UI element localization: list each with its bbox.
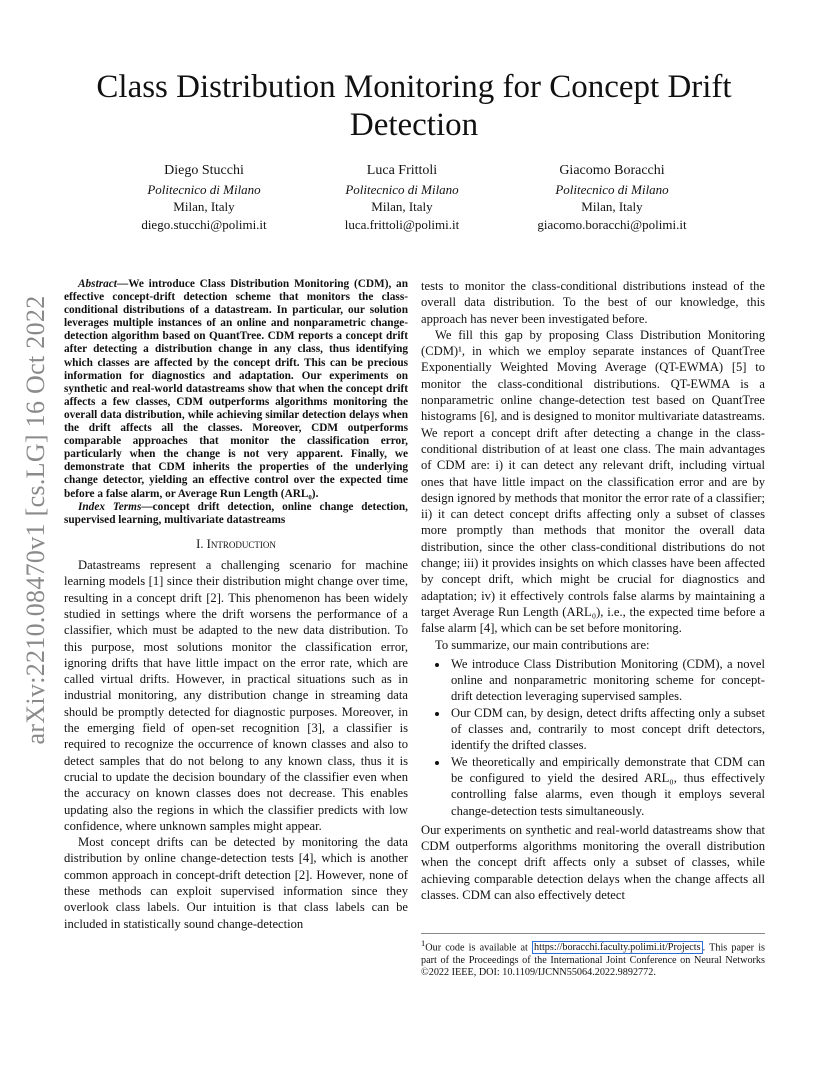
arxiv-stamp-text: arXiv:2210.08470v1 [cs.LG] 16 Oct 2022 <box>21 295 50 745</box>
paragraph: To summarize, our main contributions are: <box>435 637 650 652</box>
footnote-mark: 1 <box>421 938 426 948</box>
paragraph: Our experiments on synthetic and real-world datastreams show that CDM outperforms algorithms monitoring the overall distribution when the concept drift affects only a subset of classes, while achieving comparable detection delays when the change affects all classes. CDM can also effectively detect <box>421 822 765 902</box>
section-heading: I. Introduction <box>196 536 276 551</box>
author-email: diego.stucchi@polimi.it <box>141 216 267 232</box>
author-affiliation: Politecnico di Milano <box>555 181 669 197</box>
index-terms-text: —concept drift detection, online change detection, supervised learning, multivariate datastreams <box>64 500 409 526</box>
abstract-text: —We introduce Class Distribution Monitoring (CDM), an effective concept-drift detection scheme that monitors the class-conditional distributions of a datastream. In particular, our solution leverages multiple instances of an online and nonparametric change-detection algorithm based on QuantTree. CDM reports a concept drift after detecting a distribution change in any class, thus identifying which classes are affected by the concept drift. This can be precious information for diagnostics and adaptation. Our experiments on synthetic and real-world datastreams show that when the concept drift affects a few classes, CDM outperforms algorithms monitoring the overall data distribution, while achieving similar detection delays when the drift affects all the classes. Moreover, CDM outperforms comparable approaches that monitor the classification error, particularly when the change is not very apparent. Finally, we demonstrate that CDM inherits the properties of the underlying change detector, yielding an effective control over the expected time before a false alarm, or Average Run Length (ARL₀). <box>64 278 408 500</box>
author-3 <box>492 162 732 233</box>
author-name: Giacomo Boracchi <box>559 163 665 178</box>
author-email: giacomo.boracchi@polimi.it <box>537 216 687 232</box>
footnote-link[interactable]: https://boracchi.faculty.polimi.it/Projects <box>534 942 701 954</box>
author-location: Milan, Italy <box>173 199 235 214</box>
author-affiliation: Politecnico di Milano <box>345 181 459 197</box>
paragraph: We fill this gap by proposing Class Distribution Monitoring (CDM)¹, in which we employ separate instances of QuantTree Exponentially Weighted Moving Average (QT-EWMA) [5] to monitor the class-conditional distributions. QT-EWMA is a nonparametric online change-detection test based on QuantTree histograms [6], and is designed to monitor multivariate datastreams. We report a concept drift after detecting a change in the class-conditional distribution of at least one class. The main advantages of CDM are: i) it can detect any relevant drift, including virtual ones that have little impact on the classification error and are by design ignored by methods that monitor the error rate of a classifier; ii) it can detect concept drifts affecting only a subset of classes more promptly than methods that monitor the overall data distribution, since the other class-conditional distributions do not change; iii) it provides insights on which classes have been affected by concept drift, which might be crucial for diagnostics and adaptation; iv) it effectively controls false alarms by maintaining a target Average Run Length (ARL₀), i.e., the expected time before a false alarm [4], which can be set before monitoring. <box>421 327 765 636</box>
paragraph: Most concept drifts can be detected by monitoring the data distribution by online change-detection tests [4], which is another common approach in concept-drift detection [2]. However, none of these methods can exploit supervised information since they overlook class labels. Our intuition is that class labels can be included in statistically sound change-detection <box>64 835 408 931</box>
list-item: • We theoretically and empirically demonstrate that CDM can be configured to yield the desired ARL₀, thus effectively controlling false alarms, even though it employs several change-detection tests simultaneously. <box>449 754 765 819</box>
list-item: • We introduce Class Distribution Monitoring (CDM), a novel online and nonparametric monitoring scheme for concept-drift detection leveraging supervised samples. <box>449 656 765 705</box>
left-column <box>64 278 408 932</box>
footnote-suffix: . This paper is part of the Proceedings of the International Joint Conference on Neural Networks ©2022 IEEE, DOI: 10.1109/IJCNN55064.2022.9892772. <box>421 942 765 979</box>
index-terms-label: Index Terms <box>78 500 142 513</box>
paragraph: tests to monitor the class-conditional distributions instead of the overall data distribution. To the best of our knowledge, this approach has never been investigated before. <box>421 279 765 326</box>
paper-title: Class Distribution Monitoring for Concept Drift Detection <box>96 69 732 143</box>
list-item: • Our CDM can, by design, detect drifts affecting only a subset of classes and, contrarily to most concept drift detectors, identify the drifted classes. <box>449 705 765 754</box>
index-terms <box>64 501 408 527</box>
contribution-list <box>421 656 765 819</box>
right-column <box>421 278 765 903</box>
footnote-prefix: Our code is available at <box>425 942 533 954</box>
author-name: Luca Frittoli <box>366 163 438 178</box>
abstract <box>64 278 408 501</box>
paragraph: Datastreams represent a challenging scenario for machine learning models [1] since their distribution might change over time, resulting in a concept drift [2]. This phenomenon has been widely studied in settings where the drift worsens the performance of a classifier, which must be adapted to the new data distribution. To this purpose, most solutions monitor the classification error, ignoring drifts that have little impact on the error rate, which are called virtual drifts. However, in practical situations such as in industrial monitoring, any distribution change in streaming data should be promptly detected for diagnostic purposes. Moreover, in the emerging field of open-set recognition [3], a classifier is required to recognize the occurrence of known classes and also to detect samples that do not belong to any known class, thus it is crucial to update the decision boundary of the classifier even when the accuracy on known classes does not decrease. This enables updating also the regions in which the classifier predicts with low confidence, where unknown samples might appear. <box>64 558 408 833</box>
author-affiliation: Politecnico di Milano <box>147 181 261 197</box>
author-2 <box>282 162 522 233</box>
footnote <box>421 933 765 980</box>
author-name: Diego Stucchi <box>164 163 244 178</box>
author-location: Milan, Italy <box>371 199 433 214</box>
author-email: luca.frittoli@polimi.it <box>344 216 460 232</box>
author-location: Milan, Italy <box>581 199 643 214</box>
abstract-label: Abstract <box>78 278 117 290</box>
